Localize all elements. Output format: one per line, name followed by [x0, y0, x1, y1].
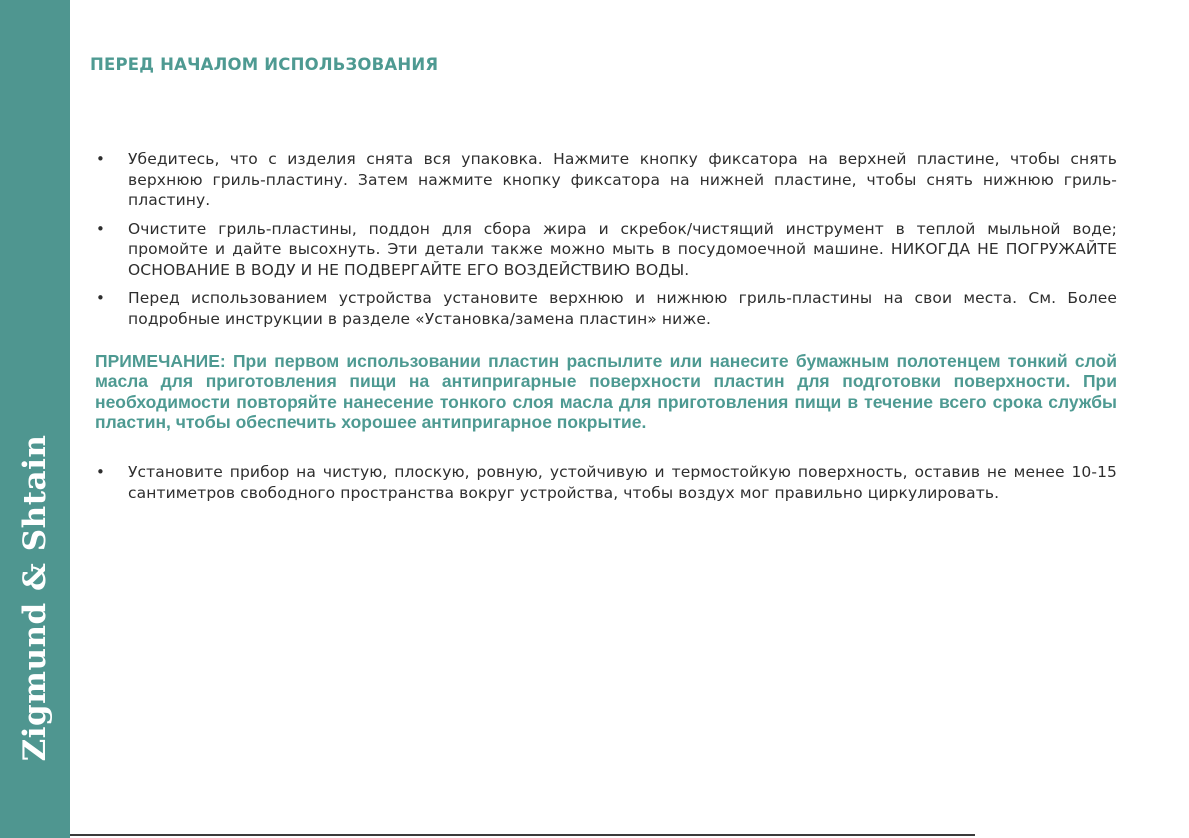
instruction-text: Очистите гриль-пластины, поддон для сбора жира и скребок/чистящий инструмент в теплой мыльной воде; промойте и дайте высохнуть. Эти детали также можно мыть в посудомоечной машине. НИКОГДА НЕ ПОГРУЖАЙТЕ ОСНОВАНИЕ В ВОДУ И НЕ ПОДВЕРГАЙТЕ ЕГО ВОЗДЕЙСТВИЮ ВОДЫ. — [128, 219, 1117, 279]
instruction-list — [90, 149, 1117, 337]
placement-list — [90, 462, 1117, 511]
instruction-text: Перед использованием устройства установите верхнюю и нижнюю гриль-пластины на свои места. См. Более подробные инструкции в разделе «Установка/замена пластин» ниже. — [128, 289, 1117, 328]
bottom-divider — [70, 834, 975, 836]
instruction-placement — [90, 462, 1117, 503]
instruction-text: Убедитесь, что с изделия снята вся упаковка. Нажмите кнопку фиксатора на верхней пластине, чтобы снять верхнюю гриль-пластину. Затем нажмите кнопку фиксатора на нижней пластине, чтобы снять нижнюю гриль-пластину. — [128, 150, 1117, 209]
page-title: ПЕРЕД НАЧАЛОМ ИСПОЛЬЗОВАНИЯ — [90, 55, 439, 74]
bullet-icon: • — [96, 219, 105, 238]
brand-sidebar — [0, 0, 70, 838]
bullet-icon: • — [96, 289, 105, 307]
brand-logo: Zigmund & Shtain — [17, 434, 53, 762]
bullet-icon: • — [96, 150, 105, 168]
bullet-icon: • — [96, 463, 105, 481]
instruction-clean-plates — [90, 219, 1117, 281]
instruction-remove-packaging — [90, 149, 1117, 211]
instruction-text: Установите прибор на чистую, плоскую, ровную, устойчивую и термостойкую поверхность, оставив не менее 10-15 сантиметров свободного пространства вокруг устройства, чтобы воздух мог правильно циркулировать. — [128, 463, 1117, 502]
instruction-install-plates — [90, 288, 1117, 329]
note-paragraph: ПРИМЕЧАНИЕ: При первом использовании пластин распылите или нанесите бумажным полотенцем тонкий слой масла для приготовления пищи на антипригарные поверхности пластин для подготовки поверхности. При необходимости повторяйте нанесение тонкого слоя масла для приготовления пищи в течение всего срока службы пластин, чтобы обеспечить хорошее антипригарное покрытие. — [95, 351, 1117, 432]
